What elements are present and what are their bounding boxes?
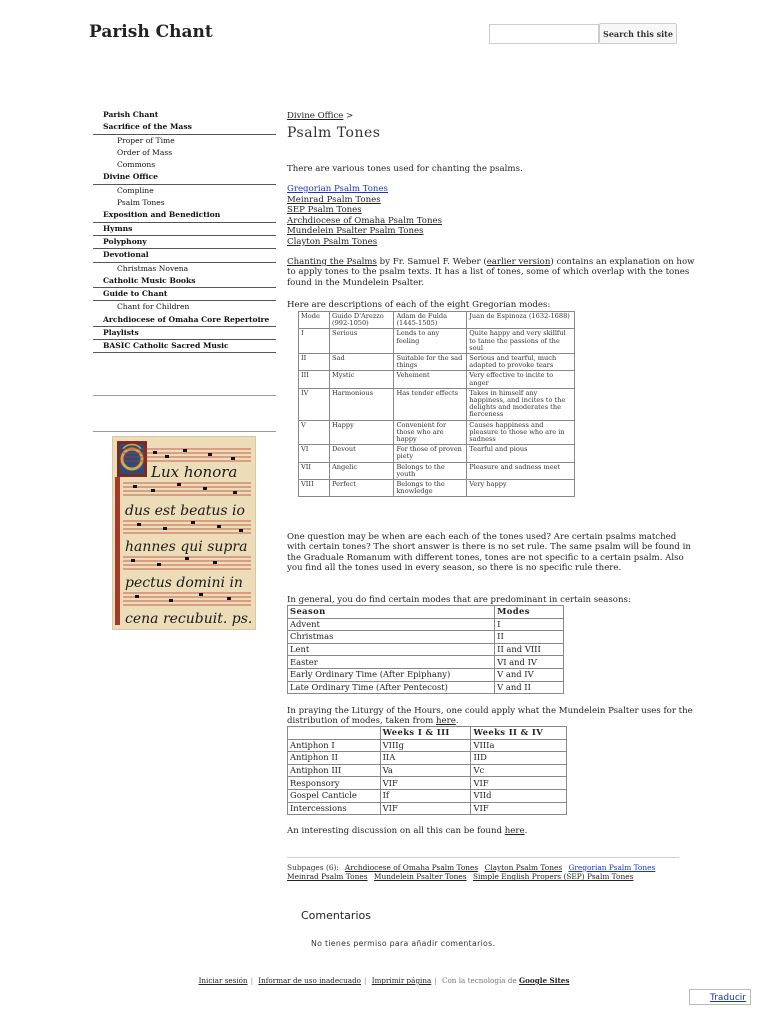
sidebar-item-playlists[interactable]: Playlists [93,327,276,340]
discussion-here-link[interactable]: here [504,826,525,836]
table-cell: Early Ordinary Time (After Epiphany) [288,668,495,681]
table-row [288,631,564,644]
table-cell: Late Ordinary Time (After Pentecost) [288,681,495,694]
search-button[interactable]: Search this site [599,23,677,44]
table-cell: Christmas [288,631,495,644]
table-cell: IIA [380,752,471,765]
table-cell: Intercessions [288,802,381,815]
table-cell: V [299,420,330,445]
table-cell: Tearful and pious [467,445,575,462]
table-header-cell: Weeks II & IV [471,727,567,740]
breadcrumb-separator: > [346,111,354,121]
table-cell: Mystic [330,371,394,388]
sidebar-item-christmas-novena[interactable]: Christmas Novena [117,263,189,273]
subpage-link[interactable]: Clayton Psalm Tones [484,863,563,872]
table-row [288,764,567,777]
table-cell: For those of proven piety [394,445,467,462]
table-row [288,681,564,694]
sidebar-item-basic-catholic-sacred-music[interactable]: BASIC Catholic Sacred Music [93,340,276,353]
table-cell: Serious and tearful, much adapted to provoke tears [467,354,575,371]
subpage-link[interactable]: Meinrad Psalm Tones [287,872,368,882]
table-row [299,462,575,479]
table-cell: Very effective to incite to anger [467,371,575,388]
mundelein-text: In praying the Liturgy of the Hours, one could apply what the Mundelein Psalter uses for the distribution of modes, taken from [287,706,693,727]
table-header-cell: Mode [299,312,330,329]
page-title: Psalm Tones [287,125,381,141]
discussion-text: An interesting discussion on all this can be found [287,826,505,836]
table-row [288,802,567,815]
table-cell: VIII [299,480,330,497]
manuscript-line: hannes qui supra [125,539,248,555]
sidebar-item-exposition-and-benediction[interactable]: Exposition and Benediction [93,209,276,222]
table-cell: VII [299,462,330,479]
link-mundelein-psalter-psalm-tones[interactable]: Mundelein Psalter Psalm Tones [287,226,424,236]
sidebar-item-catholic-music-books[interactable]: Catholic Music Books [93,275,276,288]
subpage-link[interactable]: Archdiocese of Omaha Psalm Tones [344,863,479,872]
table-cell: VIIIa [471,739,567,752]
sidebar-item-polyphony[interactable]: Polyphony [93,236,276,249]
sidebar-item-guide-to-chant[interactable]: Guide to Chant [93,288,276,301]
table-cell: If [380,789,471,802]
subpage-link[interactable]: Mundelein Psalter Tones [373,872,467,882]
sidebar-item-devotional[interactable]: Devotional [93,249,276,262]
table-cell: Serious [330,329,394,354]
table-cell: Responsory [288,777,381,790]
table-cell: VIF [380,777,471,790]
table-cell: Lent [288,643,495,656]
table-cell: Belongs to the youth [394,462,467,479]
table-cell: VI [299,445,330,462]
footer-separator: | [250,976,253,985]
table-cell: I [495,618,564,631]
table-cell: Perfect [330,480,394,497]
table-header-cell: Juan de Espinoza (1632-1688) [467,312,575,329]
table-cell: Advent [288,618,495,631]
sidebar-item-parish-chant[interactable]: Parish Chant [103,110,159,119]
link-meinrad-psalm-tones[interactable]: Meinrad Psalm Tones [287,194,381,205]
table-cell: Gospel Canticle [288,789,381,802]
modes-intro: Here are descriptions of each of the eight Gregorian modes: [287,300,551,310]
translate-label: Traducir [710,993,746,1003]
mundelein-period: . [455,716,459,727]
table-row [299,354,575,371]
table-row [299,420,575,445]
weeks-modes-table [287,726,567,815]
table-cell: Takes in himself any happiness, and incites to the delights and moderates the fierceness [467,388,575,420]
table-row [288,656,564,669]
table-header-row [299,312,575,329]
table-cell: Devout [330,445,394,462]
sidebar-item-hymns[interactable]: Hymns [93,223,276,236]
manuscript-line: cena recubuit. ps. [125,611,253,627]
table-row [299,480,575,497]
table-cell: I [299,329,330,354]
footer [0,976,768,985]
table-cell: Vehement [394,371,467,388]
mundelein-paragraph [287,706,697,727]
comments-permission-note: No tienes permiso para añadir comentarios. [311,939,496,948]
subpage-link[interactable]: Simple English Propers (SEP) Psalm Tones [472,872,634,882]
footer-separator: | [434,976,437,985]
search-input[interactable] [489,24,599,44]
table-cell: IID [471,752,567,765]
manuscript-illustration [113,437,255,629]
weber-text: ) contains an explanation on how to apply tones to the psalm texts. It has a list of tones, some of which overlap with the tones found in the Mundelein Psalter. [287,257,695,288]
table-cell: Quite happy and very skillful to tame the passions of the soul [467,329,575,354]
sign-in-link[interactable]: Iniciar sesión [198,976,248,985]
sidebar-nav [93,109,276,353]
manuscript-line: Lux honora [151,463,238,481]
table-cell: Very happy [467,480,575,497]
link-clayton-psalm-tones[interactable]: Clayton Psalm Tones [287,236,378,247]
table-cell: II [495,631,564,644]
sidebar-item-archdiocese-of-omaha-core-repertoire[interactable]: Archdiocese of Omaha Core Repertoire [93,314,276,327]
table-header-cell: Adam de Fulda (1445-1505) [394,312,467,329]
weber-paragraph [287,257,697,288]
sidebar-item-divine-office[interactable]: Divine Office [93,171,276,184]
table-cell: III [299,371,330,388]
season-modes-table [287,605,564,694]
table-cell: Angelic [330,462,394,479]
table-cell: Has tender effects [394,388,467,420]
earlier-version-link[interactable]: earlier version [486,257,551,267]
table-cell: Suitable for the sad things [394,354,467,371]
table-cell: Happy [330,420,394,445]
table-cell: Belongs to the knowledge [394,480,467,497]
table-cell: Sad [330,354,394,371]
psalm-tone-links [287,184,442,247]
table-row [288,618,564,631]
table-cell: II and VIII [495,643,564,656]
powered-by-text: Con la tecnología de [441,976,517,985]
gregorian-modes-table [298,311,575,497]
table-row [299,371,575,388]
table-row [288,668,564,681]
season-intro: In general, you do find certain modes that are predominant in certain seasons: [287,595,631,605]
breadcrumb [287,111,353,121]
table-cell: Causes happiness and pleasure to those who are in sadness [467,420,575,445]
table-cell: VIF [380,802,471,815]
table-cell: II [299,354,330,371]
table-header-cell: Season [288,606,495,619]
site-title[interactable]: Parish Chant [89,22,213,42]
weber-text: by Fr. Samuel F. Weber ( [376,257,487,267]
chanting-the-psalms-link[interactable]: Chanting the Psalms [287,257,377,267]
sidebar-item-psalm-tones[interactable]: Psalm Tones [117,198,165,208]
table-row [288,739,567,752]
manuscript-image [112,436,256,630]
intro-text: There are various tones used for chanting the psalms. [287,164,523,174]
discussion-paragraph [287,826,697,836]
subpages-list [287,857,679,882]
table-row [288,752,567,765]
table-header-cell: Modes [495,606,564,619]
table-cell: IV [299,388,330,420]
subpages-label: Subpages (6): [287,863,339,872]
sidebar-divider [93,395,276,396]
link-gregorian-psalm-tones[interactable]: Gregorian Psalm Tones [287,184,388,194]
mundelein-here-link[interactable]: here [436,716,456,727]
sidebar-item-chant-for-children[interactable]: Chant for Children [117,302,190,312]
table-row [288,643,564,656]
table-row [299,388,575,420]
comments-title: Comentarios [301,909,371,922]
table-cell: Vc [471,764,567,777]
breadcrumb-divine-office[interactable]: Divine Office [287,111,344,121]
table-cell: V and II [495,681,564,694]
table-cell: Va [380,764,471,777]
sidebar-item-sacrifice-of-the-mass[interactable]: Sacrifice of the Mass [93,121,276,134]
table-cell: Antiphon I [288,739,381,752]
sidebar-item-proper-of-time[interactable]: Proper of Time [117,135,175,145]
table-cell: Lends to any feeling [394,329,467,354]
table-cell: V and IV [495,668,564,681]
table-header-row [288,606,564,619]
link-archdiocese-of-omaha-psalm-tones[interactable]: Archdiocese of Omaha Psalm Tones [287,215,442,226]
google-sites-link[interactable]: Google Sites [518,976,570,985]
table-row [299,445,575,462]
table-cell: Convenient for those who are happy [394,420,467,445]
sidebar-item-commons[interactable]: Commons [117,160,156,170]
table-cell: Pleasure and sadness meet [467,462,575,479]
discussion-period: . [524,826,528,836]
report-abuse-link[interactable]: Informar de uso inadecuado [258,976,362,985]
table-cell: VIF [471,802,567,815]
table-header-cell [288,727,381,740]
table-header-cell: Guido D'Arezzo (992-1050) [330,312,394,329]
table-cell: VIF [471,777,567,790]
table-cell: Antiphon II [288,752,381,765]
table-cell: VI and IV [495,656,564,669]
subpage-link[interactable]: Gregorian Psalm Tones [568,863,656,872]
question-paragraph: One question may be when are each each of the tones used? Are certain psalms matched with certain tones? The short answer is there is no set rule. The same psalm will be found in the Graduale Romanum with different tones, tones are not specific to a certain psalm. Also you find all the tones used in every season, so there is no specific rule there. [287,532,691,574]
manuscript-line: pectus domini in [125,575,243,591]
link-sep-psalm-tones[interactable]: SEP Psalm Tones [287,205,362,215]
table-cell: VIIIg [380,739,471,752]
table-header-row [288,727,567,740]
sidebar-item-compline[interactable]: Compline [117,185,154,195]
footer-separator: | [364,976,367,985]
table-cell: Harmonious [330,388,394,420]
table-row [288,777,567,790]
manuscript-line: dus est beatus io [125,503,245,519]
table-row [288,789,567,802]
sidebar-item-order-of-mass[interactable]: Order of Mass [117,147,173,157]
table-row [299,329,575,354]
translate-button[interactable] [689,989,751,1005]
table-header-cell: Weeks I & III [380,727,471,740]
table-cell: VIId [471,789,567,802]
table-cell: Easter [288,656,495,669]
sidebar-divider [93,431,276,432]
print-page-link[interactable]: Imprimir página [371,976,432,985]
table-cell: Antiphon III [288,764,381,777]
